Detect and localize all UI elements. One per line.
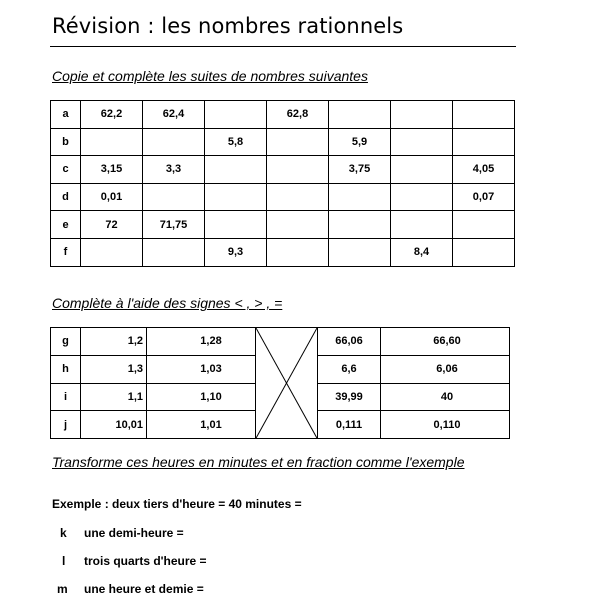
left-number: 10,01 <box>81 411 147 439</box>
sequence-cell: 5,8 <box>205 128 267 156</box>
left-number: 0,111 <box>318 411 381 439</box>
exercise-item-k <box>60 526 184 540</box>
sequence-cell: 3,15 <box>81 156 143 184</box>
sequence-cell[interactable] <box>267 211 329 239</box>
sequence-cell: 62,8 <box>267 101 329 129</box>
sequence-cell[interactable] <box>267 128 329 156</box>
sequence-cell[interactable] <box>205 101 267 129</box>
sequence-cell[interactable] <box>391 128 453 156</box>
left-number: 1,1 <box>81 383 147 411</box>
sequence-cell[interactable] <box>143 183 205 211</box>
row-label: c <box>51 156 81 184</box>
cross-icon <box>256 328 317 438</box>
section-2-heading: Complète à l'aide des signes < , > , = <box>52 295 283 311</box>
row-label: f <box>51 238 81 266</box>
right-number: 1,10 <box>147 383 256 411</box>
sequence-cell[interactable] <box>329 238 391 266</box>
sequence-cell: 4,05 <box>453 156 515 184</box>
sequence-cell[interactable] <box>329 101 391 129</box>
sequence-cell[interactable] <box>143 238 205 266</box>
sequence-cell[interactable] <box>205 156 267 184</box>
left-number: 6,6 <box>318 355 381 383</box>
sequence-cell[interactable] <box>267 183 329 211</box>
crossed-out-cell <box>256 328 318 439</box>
sequence-cell: 0,01 <box>81 183 143 211</box>
sequence-cell[interactable] <box>391 183 453 211</box>
sequence-cell[interactable] <box>205 183 267 211</box>
sequence-cell[interactable] <box>329 183 391 211</box>
comparison-table <box>50 327 510 439</box>
right-number: 0,110 <box>381 411 510 439</box>
left-number: 1,2 <box>81 328 147 356</box>
sequence-cell[interactable] <box>81 238 143 266</box>
sequence-cell: 62,4 <box>143 101 205 129</box>
item-text: trois quarts d'heure = <box>84 554 207 568</box>
sequence-cell[interactable] <box>329 211 391 239</box>
left-number: 66,06 <box>318 328 381 356</box>
sequence-row-e <box>51 211 515 239</box>
sequence-cell: 5,9 <box>329 128 391 156</box>
sequence-cell: 0,07 <box>453 183 515 211</box>
row-label: e <box>51 211 81 239</box>
sequence-cell[interactable] <box>453 101 515 129</box>
sequence-cell[interactable] <box>205 211 267 239</box>
item-label: m <box>57 582 68 596</box>
right-number: 1,03 <box>147 355 256 383</box>
right-number: 66,60 <box>381 328 510 356</box>
sequence-cell[interactable] <box>453 238 515 266</box>
row-label: d <box>51 183 81 211</box>
page-title: Révision : les nombres rationnels <box>52 14 404 38</box>
row-label: i <box>51 383 81 411</box>
sequence-cell[interactable] <box>267 156 329 184</box>
item-label: l <box>62 554 66 568</box>
sequence-cell[interactable] <box>391 101 453 129</box>
sequence-cell: 72 <box>81 211 143 239</box>
sequence-cell[interactable] <box>81 128 143 156</box>
title-underline <box>50 46 516 47</box>
sequence-row-c <box>51 156 515 184</box>
item-label: k <box>60 526 67 540</box>
sequence-cell[interactable] <box>453 211 515 239</box>
sequence-cell[interactable] <box>267 238 329 266</box>
right-number: 1,01 <box>147 411 256 439</box>
row-label: a <box>51 101 81 129</box>
sequence-cell: 71,75 <box>143 211 205 239</box>
row-label: h <box>51 355 81 383</box>
row-label: g <box>51 328 81 356</box>
item-text: une heure et demie = <box>84 582 204 596</box>
sequence-cell[interactable] <box>453 128 515 156</box>
sequence-row-f <box>51 238 515 266</box>
sequence-cell: 3,3 <box>143 156 205 184</box>
section-3-heading: Transforme ces heures en minutes et en fraction comme l'exemple <box>52 454 465 470</box>
sequence-cell: 3,75 <box>329 156 391 184</box>
right-number: 40 <box>381 383 510 411</box>
right-number: 6,06 <box>381 355 510 383</box>
sequence-cell[interactable] <box>391 211 453 239</box>
left-number: 39,99 <box>318 383 381 411</box>
exercise-item-l <box>60 554 207 568</box>
sequence-table <box>50 100 515 267</box>
exercise-item-m <box>57 582 204 596</box>
sequence-row-b <box>51 128 515 156</box>
sequence-cell: 62,2 <box>81 101 143 129</box>
sequence-row-a <box>51 101 515 129</box>
row-label: j <box>51 411 81 439</box>
item-text: une demi-heure = <box>84 526 184 540</box>
left-number: 1,3 <box>81 355 147 383</box>
comparison-row-g <box>51 328 510 356</box>
sequence-cell: 9,3 <box>205 238 267 266</box>
example-line: Exemple : deux tiers d'heure = 40 minutes = <box>52 497 302 511</box>
sequence-cell[interactable] <box>143 128 205 156</box>
sequence-row-d <box>51 183 515 211</box>
row-label: b <box>51 128 81 156</box>
sequence-cell[interactable] <box>391 156 453 184</box>
right-number: 1,28 <box>147 328 256 356</box>
sequence-cell: 8,4 <box>391 238 453 266</box>
section-1-heading: Copie et complète les suites de nombres suivantes <box>52 68 368 84</box>
